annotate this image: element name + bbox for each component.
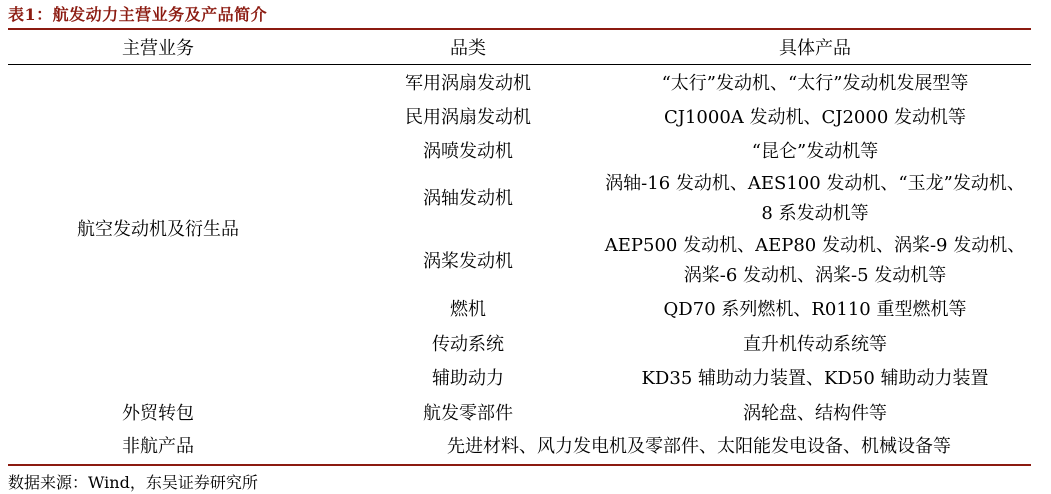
row-products: 涡轮盘、结构件等 [743,403,887,424]
table-title: 表1：航发动力主营业务及产品简介 [8,5,268,24]
bottom-rule [8,464,1031,466]
row-products: KD35 辅助动力装置、KD50 辅助动力装置 [641,368,989,389]
group-foreign-trade: 外贸转包 [122,403,194,424]
header-category: 品类 [450,38,486,59]
row-products: 涡轴-16 发动机、AES100 发动机、“玉龙”发动机、8 系发动机等 [605,173,1025,224]
row-products: AEP500 发动机、AEP80 发动机、涡桨-9 发动机、涡桨-6 发动机、涡桨-5 发动机等 [604,235,1026,286]
row-category: 辅助动力 [432,368,504,389]
row-products: “昆仑”发动机等 [751,141,879,162]
row-category: 传动系统 [432,334,504,355]
row-category: 民用涡扇发动机 [405,107,531,128]
header-main-business: 主营业务 [122,38,194,59]
row-category: 涡喷发动机 [423,141,513,162]
row-products: QD70 系列燃机、R0110 重型燃机等 [663,299,967,320]
row-products: CJ1000A 发动机、CJ2000 发动机等 [663,107,967,128]
top-rule [8,28,1031,30]
group-aero-engines: 航空发动机及衍生品 [77,219,239,240]
row-products: “太行”发动机、“太行”发动机发展型等 [661,73,969,94]
row-category: 军用涡扇发动机 [405,73,531,94]
source-note: 数据来源：Wind，东吴证券研究所 [8,473,258,492]
row-products: 直升机传动系统等 [743,334,887,355]
row-products-merged: 先进材料、风力发电机及零部件、太阳能发电设备、机械设备等 [447,436,951,457]
row-category: 涡轴发动机 [423,188,513,209]
header-products: 具体产品 [779,38,851,59]
row-category: 涡桨发动机 [423,251,513,272]
row-category: 燃机 [450,299,486,320]
group-non-aero: 非航产品 [122,436,194,457]
row-category: 航发零部件 [423,403,513,424]
header-rule [8,64,1031,65]
